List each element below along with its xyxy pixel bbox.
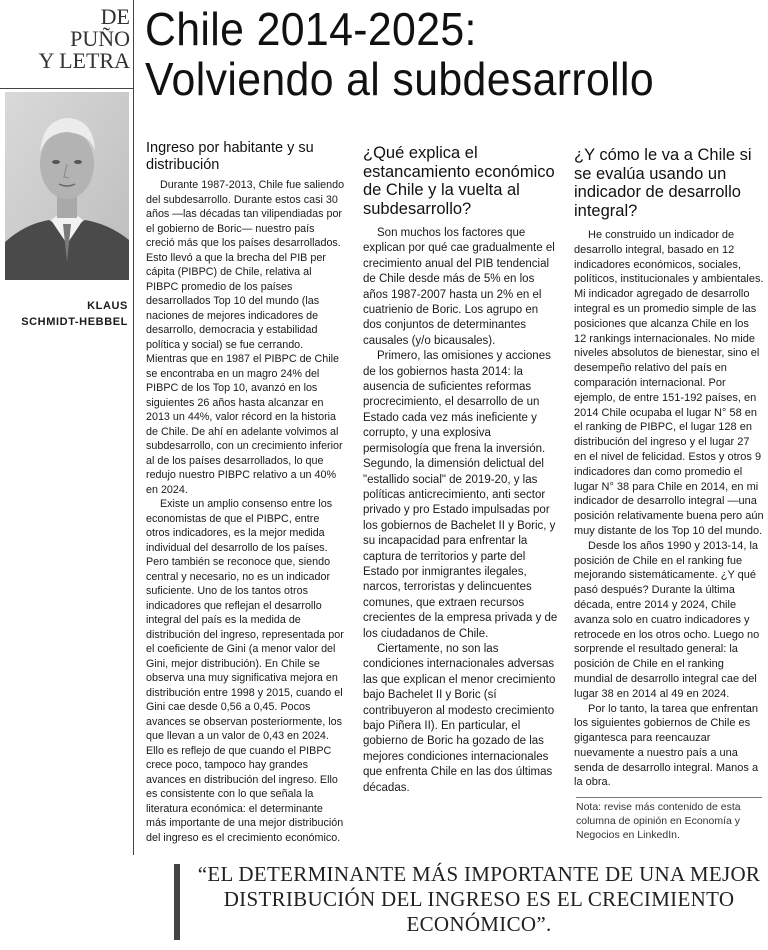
section-divider (0, 88, 134, 89)
section-tag (4, 6, 130, 72)
paragraph: Durante 1987-2013, Chile fue saliendo del subdesarrollo. Durante estos casi 30 años —las décadas tan vilipendiadas por el gobierno de Boric— nuestro país creció más que los países desarrollados. Esto llevó a que la brecha del PIB per cápita (PIBPC) de Chile, relativa al PIBPC promedio de los países desarrollados Top 10 del mundo (las naciones de mejores indicadores de desarrollo, democracia y estabilidad política y social) se fue cerrando. Mientras que en 1987 el PIBPC de Chile se encontraba en un magro 24% del PIBPC de los Top 10, avanzó en los siguientes 26 años hasta alcanzar en 2013 un 44%, valor récord en la historia de Chile. De ahí en adelante volvimos al subdesarrollo, con un crecimiento inferior al de los países desarrollados, lo que redujo nuestro PIBPC relativo a un 40% en 2024. (146, 179, 345, 496)
subheading: ¿Y cómo le va a Chile si se evalúa usando un indicador de desarrollo integral? (574, 146, 752, 220)
author-byline (10, 298, 128, 330)
pull-quote: “EL DETERMINANTE MÁS IMPORTANTE DE UNA MEJOR DISTRIBUCIÓN DEL INGRESO ES EL CRECIMIENTO ECONÓMICO”. (197, 862, 761, 936)
paragraph: Ciertamente, no son las condiciones internacionales adversas las que explican el menor crecimiento bajo Bachelet II y Boric (sí contribuyeron al modesto crecimiento bajo Piñera II). En particular, el gobierno de Boric ha gozado de las mejores condiciones internacionales que enfrenta Chile en las dos últimas décadas. (363, 642, 556, 794)
paragraph: Existe un amplio consenso entre los economistas de que el PIBPC, entre otros indicadores, es la mejor medida individual del desarrollo de los países. Pero también se reconoce que, siendo central y necesario, no es un indicador suficiente. Uno de los tantos otros indicadores que reflejan el desarrollo integral del país es la medida de distribución del ingreso, representada por el coeficiente de Gini (a menor valor del Gini, mejor distribución). En Chile se observa una muy significativa mejora en distribución entre 1998 y 2015, cuando el Gini cae desde 0,56 a 0,45. Pocos avances se observan posteriormente, los que llevan a un valor de 0,43 en 2024. Ello es reflejo de que cuando el PIBPC crece poco, tampoco hay grandes avances en distribución del ingreso. Ello es consistente con lo que señala la literatura económica: el determinante más importante de una mejor distribución del ingreso es el crecimiento económico. (146, 498, 344, 844)
footnote: Nota: revise más contenido de esta columna de opinión en Economía y Negocios en LinkedIn. (576, 801, 741, 841)
paragraph: He construido un indicador de desarrollo integral, basado en 12 indicadores económicos, sociales, políticos, institucionales y ambientales. Mi indicador agregado de desarrollo integral es un promedio simple de las posiciones que alcanza Chile en los 12 rankings internacionales. No mide niveles absolutos de bienestar, sino el desempeño relativo del país en comparación internacional. Por ejemplo, de entre 151-192 países, en 2014 Chile ocupaba el lugar N° 58 en el ranking de PIBPC, el lugar 128 en distribución del ingreso y el lugar 27 en el nivel de felicidad. Estos y otros 9 indicadores dan como promedio el lugar N° 38 para Chile en 2014, en mi indicador de desarrollo integral —una posición relativamente buena pero aún muy distante de los Top 10 del mundo. (574, 229, 764, 537)
author-portrait-illustration (5, 92, 129, 280)
headline-line-2: Volviendo al subdesarrollo (145, 53, 655, 105)
article-column-3 (574, 138, 764, 790)
column-divider (133, 0, 134, 855)
author-first-name: KLAUS (87, 300, 128, 312)
paragraph: Desde los años 1990 y 2013-14, la posición de Chile en el ranking fue mejorando sistemáticamente. ¿Y qué pasó después? Durante la última década, entre 2014 y 2024, Chile avanza solo en cuatro indicadores y retrocede en los otros ocho. Luego no sorprende el resultado general: la posición de Chile en el ranking mundial de desarrollo integral cae del lugar 38 en 2014 al 49 en 2024. (574, 539, 760, 700)
headline (145, 4, 722, 104)
headline-line-1: Chile 2014-2025: (145, 3, 477, 55)
article-column-1 (146, 140, 346, 845)
paragraph: Por lo tanto, la tarea que enfrentan los siguientes gobiernos de Chile es gigantesca para reencauzar nuevamente a nuestro país a una senda de desarrollo integral. Manos a la obra. (574, 702, 759, 789)
section-tag-line: PUÑO (70, 26, 130, 51)
article-column-2 (363, 136, 559, 796)
author-last-name: SCHMIDT-HEBBEL (21, 316, 128, 328)
author-photo (5, 92, 129, 280)
section-tag-line: Y LETRA (38, 48, 130, 73)
subheading: Ingreso por habitante y su distribución (146, 140, 314, 173)
paragraph: Son muchos los factores que explican por qué cae gradualmente el crecimiento anual del PIB tendencial de Chile desde más de 5% en los años 1987-2007 hasta un 2% en el cuatrienio de Boric. Los agrupo en dos conjuntos de determinantes causales (y/o bicausales). (363, 227, 555, 347)
subheading: ¿Qué explica el estancamiento económico de Chile y la vuelta al subdesarrollo? (363, 144, 555, 218)
note-divider (576, 797, 762, 798)
section-tag-line: DE (100, 4, 130, 29)
paragraph: Primero, las omisiones y acciones de los gobiernos hasta 2014: la ausencia de suficientes reformas procrecimiento, el desarrollo de un Estado cada vez más ineficiente y corrupto, y una explosiva permisología que frena la inversión. Segundo, la dimensión delictual del "estallido social" de 2019-20, y las políticas anticrecimiento, anti sector privado y pro Estado impulsadas por los gobiernos de Bachelet II y Boric, y su incapacidad para enfrentar la captura de territorios y parte del Estado por inmigrantes ilegales, narcos, terroristas y delincuentes comunes, que extraen recursos crecientes de la empresa privada y de los ciudadanos de Chile. (363, 350, 558, 640)
pull-quote-bar (174, 864, 180, 940)
